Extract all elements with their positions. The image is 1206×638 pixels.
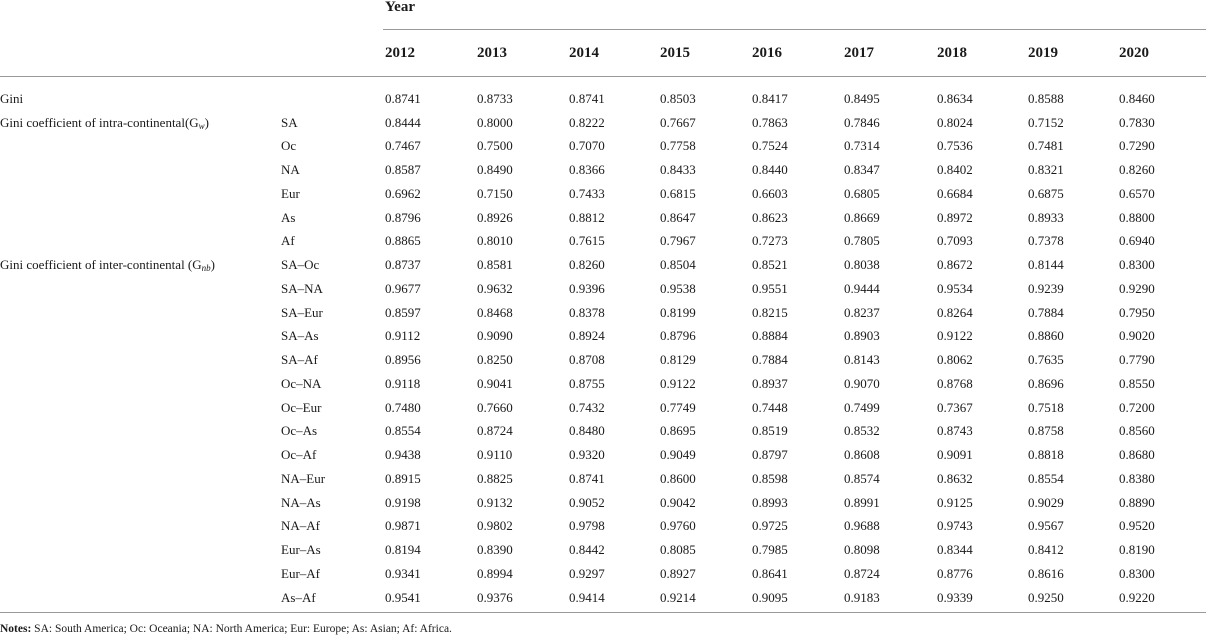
- value-cell: 0.7433: [569, 185, 605, 201]
- value-cell: 0.7290: [1119, 138, 1155, 154]
- row-label-subscript: w: [198, 120, 205, 131]
- value-cell: 0.8632: [937, 470, 973, 486]
- value-cell: 0.9239: [1028, 280, 1064, 296]
- value-cell: 0.9110: [477, 447, 513, 463]
- value-cell: 0.8597: [385, 304, 421, 320]
- value-cell: 0.8366: [569, 162, 605, 178]
- value-cell: 0.7499: [844, 399, 880, 415]
- value-cell: 0.8237: [844, 304, 880, 320]
- value-cell: 0.8347: [844, 162, 880, 178]
- value-cell: 0.8468: [477, 304, 513, 320]
- value-cell: 0.8490: [477, 162, 513, 178]
- value-cell: 0.8634: [937, 90, 973, 106]
- value-cell: 0.8733: [477, 90, 513, 106]
- value-cell: 0.8300: [1119, 257, 1155, 273]
- value-cell: 0.8669: [844, 209, 880, 225]
- value-cell: 0.8865: [385, 233, 421, 249]
- value-cell: 0.8724: [477, 423, 513, 439]
- value-cell: 0.8380: [1119, 470, 1155, 486]
- value-cell: 0.8796: [385, 209, 421, 225]
- value-cell: 0.8574: [844, 470, 880, 486]
- value-cell: 0.8190: [1119, 542, 1155, 558]
- value-cell: 0.8402: [937, 162, 973, 178]
- value-cell: 0.8825: [477, 470, 513, 486]
- value-cell: 0.7481: [1028, 138, 1064, 154]
- value-cell: 0.8433: [660, 162, 696, 178]
- value-cell: 0.8708: [569, 352, 605, 368]
- region-cell: SA–Eur: [281, 304, 323, 320]
- value-cell: 0.8972: [937, 209, 973, 225]
- value-cell: 0.8581: [477, 257, 513, 273]
- value-cell: 0.8680: [1119, 447, 1155, 463]
- value-cell: 0.8884: [752, 328, 788, 344]
- region-cell: As: [281, 209, 296, 225]
- row-label: [0, 158, 280, 182]
- value-cell: 0.9798: [569, 518, 605, 534]
- value-cell: 0.7500: [477, 138, 513, 154]
- empty-header-cell: [280, 0, 383, 30]
- value-cell: 0.9632: [477, 280, 513, 296]
- table-row: [0, 135, 1206, 159]
- year-column-header: 2012: [385, 44, 415, 61]
- value-cell: 0.9250: [1026, 586, 1117, 612]
- value-cell: 0.9290: [1119, 280, 1155, 296]
- region-cell: Eur–Af: [281, 565, 320, 581]
- value-cell: 0.9760: [660, 518, 696, 534]
- value-cell: 0.8926: [477, 209, 513, 225]
- value-cell: 0.8344: [937, 542, 973, 558]
- years-row: [0, 30, 1206, 77]
- value-cell: 0.8797: [752, 447, 788, 463]
- value-cell: 0.8812: [569, 209, 605, 225]
- value-cell: 0.8915: [385, 470, 421, 486]
- value-cell: 0.9029: [1028, 494, 1064, 510]
- row-label: [0, 253, 280, 277]
- value-cell: 0.7884: [1028, 304, 1064, 320]
- table-row: [0, 111, 1206, 135]
- region-cell: SA: [281, 114, 298, 130]
- value-cell: 0.9396: [569, 280, 605, 296]
- value-cell: 0.8696: [1028, 375, 1064, 391]
- region-cell: Oc: [281, 138, 297, 154]
- value-cell: 0.9132: [477, 494, 513, 510]
- table-row: [0, 182, 1206, 206]
- value-cell: 0.8519: [752, 423, 788, 439]
- region-cell: Oc–Eur: [281, 399, 322, 415]
- value-cell: 0.8600: [660, 470, 696, 486]
- row-label: [0, 77, 280, 111]
- value-cell: 0.9538: [660, 280, 696, 296]
- table-row: [0, 325, 1206, 349]
- table-row: [0, 467, 1206, 491]
- region-cell: Oc–NA: [281, 375, 322, 391]
- table-row: [0, 301, 1206, 325]
- value-cell: 0.7790: [1119, 352, 1155, 368]
- value-cell: 0.9091: [937, 447, 973, 463]
- value-cell: 0.8623: [752, 209, 788, 225]
- value-cell: 0.7150: [477, 185, 513, 201]
- row-label: [0, 348, 280, 372]
- region-cell: Eur: [281, 185, 300, 201]
- region-cell: Oc–As: [281, 423, 318, 439]
- value-cell: 0.8260: [1119, 162, 1155, 178]
- row-label: [0, 396, 280, 420]
- region-cell: Af: [281, 233, 295, 249]
- value-cell: 0.7660: [477, 399, 513, 415]
- value-cell: 0.9125: [937, 494, 973, 510]
- value-cell: 0.8503: [660, 90, 696, 106]
- value-cell: 0.7635: [1028, 352, 1064, 368]
- value-cell: 0.7070: [569, 138, 605, 154]
- value-cell: 0.8215: [752, 304, 788, 320]
- value-cell: 0.8796: [660, 328, 696, 344]
- value-cell: 0.6684: [937, 185, 973, 201]
- table-row: [0, 562, 1206, 586]
- value-cell: 0.9567: [1028, 518, 1064, 534]
- value-cell: 0.9041: [477, 375, 513, 391]
- value-cell: 0.9376: [475, 586, 567, 612]
- value-cell: 0.8010: [477, 233, 513, 249]
- table-row: [0, 586, 1206, 612]
- value-cell: 0.7950: [1119, 304, 1155, 320]
- value-cell: 0.9090: [477, 328, 513, 344]
- row-label-tail: ): [204, 114, 210, 130]
- value-cell: 0.8755: [569, 375, 605, 391]
- value-cell: 0.7200: [1119, 399, 1155, 415]
- value-cell: 0.7846: [844, 114, 880, 130]
- value-cell: 0.9320: [569, 447, 605, 463]
- row-label: [0, 443, 280, 467]
- value-cell: 0.6815: [660, 185, 696, 201]
- value-cell: 0.8587: [385, 162, 421, 178]
- row-label-text: Gini coefficient of intra-continental(G: [0, 114, 199, 130]
- value-cell: 0.8129: [660, 352, 696, 368]
- value-cell: 0.8554: [1028, 470, 1064, 486]
- value-cell: 0.9052: [569, 494, 605, 510]
- row-label: [0, 515, 280, 539]
- value-cell: 0.8444: [385, 114, 421, 130]
- row-label: [0, 562, 280, 586]
- value-cell: 0.8098: [844, 542, 880, 558]
- value-cell: 0.8412: [1028, 542, 1064, 558]
- value-cell: 0.9297: [569, 565, 605, 581]
- notes-lead: Notes:: [0, 623, 32, 635]
- value-cell: 0.8504: [660, 257, 696, 273]
- value-cell: 0.8737: [385, 257, 421, 273]
- value-cell: 0.8818: [1028, 447, 1064, 463]
- row-label-tail: ): [210, 257, 215, 273]
- value-cell: 0.7518: [1028, 399, 1064, 415]
- value-cell: 0.8260: [569, 257, 605, 273]
- value-cell: 0.7615: [569, 233, 605, 249]
- value-cell: 0.6603: [752, 185, 788, 201]
- value-cell: 0.8440: [752, 162, 788, 178]
- value-cell: 0.8085: [660, 542, 696, 558]
- value-cell: 0.9802: [477, 518, 513, 534]
- empty-header-cell: [0, 0, 280, 30]
- value-cell: 0.8038: [844, 257, 880, 273]
- value-cell: 0.9871: [385, 518, 421, 534]
- value-cell: 0.8264: [937, 304, 973, 320]
- value-cell: 0.9534: [937, 280, 973, 296]
- value-cell: 0.8000: [477, 114, 513, 130]
- value-cell: 0.8927: [660, 565, 696, 581]
- value-cell: 0.8933: [1028, 209, 1064, 225]
- table-row: [0, 372, 1206, 396]
- value-cell: 0.8495: [844, 90, 880, 106]
- value-cell: 0.8480: [569, 423, 605, 439]
- value-cell: 0.6940: [1119, 233, 1155, 249]
- value-cell: 0.7863: [752, 114, 788, 130]
- value-cell: 0.8956: [385, 352, 421, 368]
- value-cell: 0.9541: [383, 586, 475, 612]
- value-cell: 0.8993: [752, 494, 788, 510]
- year-column-header: 2017: [844, 44, 874, 61]
- row-label: [0, 538, 280, 562]
- value-cell: 0.7367: [937, 399, 973, 415]
- region-cell: NA: [281, 162, 300, 178]
- value-cell: 0.7432: [569, 399, 605, 415]
- region-cell: Oc–Af: [281, 447, 317, 463]
- row-label-text: Gini coefficient of inter-continental (G: [0, 257, 202, 273]
- region-cell: SA–Oc: [281, 257, 320, 273]
- value-cell: 0.7830: [1119, 114, 1155, 130]
- row-label: [0, 230, 280, 254]
- value-cell: 0.8647: [660, 209, 696, 225]
- value-cell: 0.9122: [660, 375, 696, 391]
- table-row: [0, 443, 1206, 467]
- value-cell: 0.8768: [937, 375, 973, 391]
- value-cell: 0.9688: [844, 518, 880, 534]
- value-cell: 0.9743: [937, 518, 973, 534]
- value-cell: 0.8695: [660, 423, 696, 439]
- value-cell: 0.8554: [385, 423, 421, 439]
- value-cell: 0.8608: [844, 447, 880, 463]
- value-cell: 0.8560: [1119, 423, 1155, 439]
- value-cell: 0.8222: [569, 114, 605, 130]
- value-cell: 0.9118: [385, 375, 421, 391]
- empty-header-cell: [0, 30, 280, 77]
- value-cell: 0.8300: [1119, 565, 1155, 581]
- value-cell: 0.7152: [1028, 114, 1064, 130]
- value-cell: 0.9020: [1119, 328, 1155, 344]
- value-cell: 0.8460: [1119, 90, 1155, 106]
- value-cell: 0.8616: [1028, 565, 1064, 581]
- region-cell: NA–Af: [281, 518, 320, 534]
- region-cell: SA–As: [281, 328, 319, 344]
- value-cell: 0.9444: [844, 280, 880, 296]
- year-column-header: 2018: [937, 44, 967, 61]
- value-cell: 0.9677: [385, 280, 421, 296]
- value-cell: 0.8724: [844, 565, 880, 581]
- row-label: [0, 372, 280, 396]
- value-cell: 0.8250: [477, 352, 513, 368]
- value-cell: 0.9339: [935, 586, 1026, 612]
- row-label: [0, 206, 280, 230]
- value-cell: 0.8776: [937, 565, 973, 581]
- table-notes: [0, 622, 452, 636]
- table-row: [0, 206, 1206, 230]
- region-cell: NA–As: [281, 494, 321, 510]
- value-cell: 0.7448: [752, 399, 788, 415]
- value-cell: 0.8062: [937, 352, 973, 368]
- row-label: [0, 467, 280, 491]
- value-cell: 0.7884: [752, 352, 788, 368]
- value-cell: 0.8991: [844, 494, 880, 510]
- region-cell: NA–Eur: [281, 470, 326, 486]
- value-cell: 0.8672: [937, 257, 973, 273]
- table-body: [0, 77, 1206, 613]
- region-cell: [280, 77, 383, 111]
- row-label-subscript: nb: [201, 263, 211, 274]
- region-cell: SA–Af: [281, 352, 318, 368]
- value-cell: 0.8598: [752, 470, 788, 486]
- year-column-header: 2020: [1119, 44, 1149, 61]
- row-label: [0, 325, 280, 349]
- year-column-header: 2015: [660, 44, 690, 61]
- value-cell: 0.8024: [937, 114, 973, 130]
- value-cell: 0.8743: [937, 423, 973, 439]
- value-cell: 0.9725: [752, 518, 788, 534]
- value-cell: 0.8143: [844, 352, 880, 368]
- value-cell: 0.8521: [752, 257, 788, 273]
- row-label-text: Gini: [0, 90, 24, 106]
- value-cell: 0.9214: [658, 586, 750, 612]
- value-cell: 0.9198: [385, 494, 421, 510]
- value-cell: 0.8321: [1028, 162, 1064, 178]
- row-label: [0, 182, 280, 206]
- value-cell: 0.8890: [1119, 494, 1155, 510]
- year-header-row: [0, 0, 1206, 30]
- value-cell: 0.9070: [844, 375, 880, 391]
- value-cell: 0.7314: [844, 138, 880, 154]
- value-cell: 0.6875: [1028, 185, 1064, 201]
- value-cell: 0.8144: [1028, 257, 1064, 273]
- value-cell: 0.7805: [844, 233, 880, 249]
- value-cell: 0.7480: [385, 399, 421, 415]
- value-cell: 0.9183: [842, 586, 935, 612]
- value-cell: 0.9551: [752, 280, 788, 296]
- value-cell: 0.7524: [752, 138, 788, 154]
- table-row: [0, 77, 1206, 111]
- row-label: [0, 586, 280, 612]
- value-cell: 0.8199: [660, 304, 696, 320]
- value-cell: 0.7749: [660, 399, 696, 415]
- value-cell: 0.6570: [1119, 185, 1155, 201]
- value-cell: 0.9122: [937, 328, 973, 344]
- value-cell: 0.8378: [569, 304, 605, 320]
- value-cell: 0.9049: [660, 447, 696, 463]
- table-row: [0, 515, 1206, 539]
- row-label: [0, 491, 280, 515]
- value-cell: 0.7467: [385, 138, 421, 154]
- value-cell: 0.8194: [385, 542, 421, 558]
- empty-header-cell: [280, 30, 383, 77]
- value-cell: 0.7985: [752, 542, 788, 558]
- value-cell: 0.9520: [1119, 518, 1155, 534]
- value-cell: 0.8550: [1119, 375, 1155, 391]
- value-cell: 0.9042: [660, 494, 696, 510]
- table-row: [0, 348, 1206, 372]
- value-cell: 0.8924: [569, 328, 605, 344]
- value-cell: 0.9414: [567, 586, 658, 612]
- value-cell: 0.8588: [1028, 90, 1064, 106]
- value-cell: 0.8860: [1028, 328, 1064, 344]
- value-cell: 0.7536: [937, 138, 973, 154]
- value-cell: 0.8758: [1028, 423, 1064, 439]
- value-cell: 0.8532: [844, 423, 880, 439]
- value-cell: 0.6805: [844, 185, 880, 201]
- region-cell: SA–NA: [281, 280, 323, 296]
- row-label: [0, 135, 280, 159]
- value-cell: 0.8903: [844, 328, 880, 344]
- year-column-header: 2019: [1028, 44, 1058, 61]
- value-cell: 0.6962: [385, 185, 421, 201]
- value-cell: 0.7273: [752, 233, 788, 249]
- value-cell: 0.8937: [752, 375, 788, 391]
- table-row: [0, 538, 1206, 562]
- value-cell: 0.7758: [660, 138, 696, 154]
- table-row: [0, 396, 1206, 420]
- value-cell: 0.8442: [569, 542, 605, 558]
- table-row: [0, 253, 1206, 277]
- value-cell: 0.8994: [477, 565, 513, 581]
- value-cell: 0.8741: [385, 90, 421, 106]
- year-column-header: 2016: [752, 44, 782, 61]
- value-cell: 0.8417: [752, 90, 788, 106]
- row-label: [0, 420, 280, 444]
- value-cell: 0.8741: [569, 470, 605, 486]
- year-header: Year: [383, 0, 1206, 30]
- table-row: [0, 158, 1206, 182]
- table-row: [0, 277, 1206, 301]
- value-cell: 0.9438: [385, 447, 421, 463]
- value-cell: 0.9095: [750, 586, 842, 612]
- region-cell: Eur–As: [281, 542, 321, 558]
- value-cell: 0.7667: [660, 114, 696, 130]
- year-column-header: 2014: [569, 44, 599, 61]
- notes-text: SA: South America; Oc: Oceania; NA: North America; Eur: Europe; As: Asian; Af: Africa.: [31, 623, 452, 635]
- value-cell: 0.8800: [1119, 209, 1155, 225]
- value-cell: 0.8741: [569, 90, 605, 106]
- value-cell: 0.8390: [477, 542, 513, 558]
- value-cell: 0.9112: [385, 328, 421, 344]
- table-row: [0, 420, 1206, 444]
- row-label: [0, 277, 280, 301]
- value-cell: 0.7378: [1028, 233, 1064, 249]
- value-cell: 0.8641: [752, 565, 788, 581]
- value-cell: 0.9220: [1117, 586, 1206, 612]
- row-label: [0, 111, 280, 135]
- table-row: [0, 491, 1206, 515]
- year-column-header: 2013: [477, 44, 507, 61]
- value-cell: 0.7967: [660, 233, 696, 249]
- value-cell: 0.9341: [385, 565, 421, 581]
- row-label: [0, 301, 280, 325]
- region-cell: As–Af: [280, 586, 383, 612]
- table-row: [0, 230, 1206, 254]
- value-cell: 0.7093: [937, 233, 973, 249]
